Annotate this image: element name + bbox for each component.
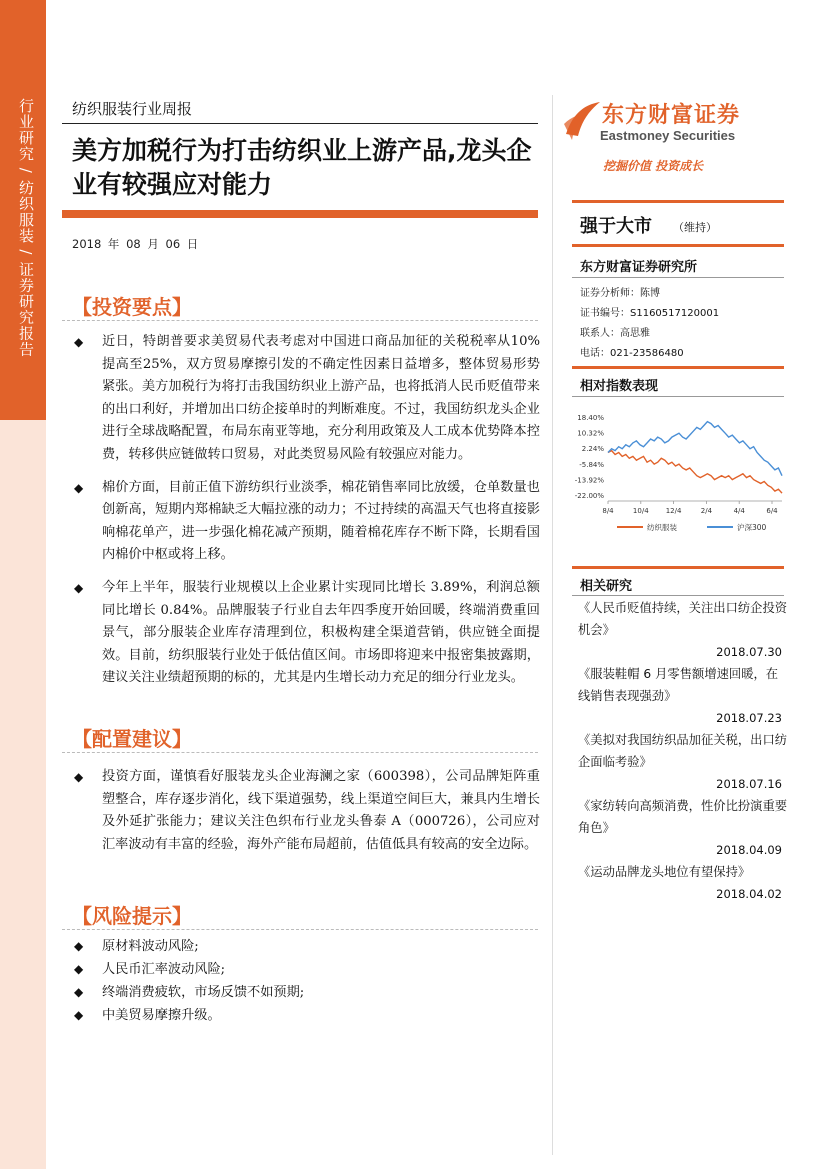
- side-banner-bottom: [0, 420, 46, 1169]
- series-line-1: [608, 422, 782, 476]
- list-item: ◆ 棉价方面，目前正值下游纺织行业淡季，棉花销售率同比放缓，仓单数量也创新高，短期内郑棉缺乏大幅拉涨的动力；不过持续的高温天气也将直接影响棉花单产，进一步强化棉花减产预期，随着棉花库存不断下降，长期看国内棉价中枢或将上移。: [72, 477, 540, 567]
- x-tick-label: 8/4: [602, 507, 614, 515]
- x-tick-label: 2/4: [700, 507, 713, 515]
- research-item[interactable]: 《家纺转向高频消费，性价比扮演重要角色》 2018.04.09: [578, 799, 788, 857]
- section-divider: [62, 752, 538, 753]
- y-tick-label: 18.40%: [577, 414, 604, 422]
- orange-divider: [572, 200, 784, 203]
- y-tick-label: -13.92%: [574, 476, 604, 485]
- section-heading-config: 【配置建议】: [72, 727, 192, 751]
- orange-divider: [572, 244, 784, 247]
- risk-list: [72, 935, 542, 1027]
- orange-divider: [572, 366, 784, 369]
- series-line-0: [608, 451, 782, 494]
- logo-mark-icon: [562, 100, 602, 144]
- company-logo: [562, 96, 762, 148]
- y-tick-label: 2.24%: [581, 445, 604, 454]
- list-item: ◆ 原材料波动风险;: [72, 935, 542, 958]
- x-tick-label: 10/4: [632, 507, 649, 515]
- phone: 电话：021-23586480: [580, 348, 684, 359]
- list-item: ◆ 投资方面，谨慎看好服装龙头企业海澜之家（600398），公司品牌矩阵重塑整合，库存逐步消化，线下渠道强势，线上渠道空间巨大，兼具内生增长及外延扩张能力；建议关注色织布行业龙头鲁泰 A（000726），公司应对汇率波动有丰富的经验，海外产能布局超前，估值低具有较高的安全边际。: [72, 766, 540, 856]
- list-item: ◆ 终端消费疲软，市场反馈不如预期;: [72, 981, 542, 1004]
- legend-label: 纺织服装: [647, 523, 677, 532]
- list-item: ◆ 中美贸易摩擦升级。: [72, 1004, 542, 1027]
- logo-text-cn: 东方财富证券: [602, 103, 741, 128]
- diamond-bullet-icon: ◆: [74, 962, 84, 976]
- column-divider: [552, 95, 553, 1155]
- research-item[interactable]: 《服装鞋帽 6 月零售额增速回暖，在线销售表现强劲》 2018.07.23: [578, 667, 782, 725]
- rating: 强于大市: [580, 216, 652, 237]
- list-item: ◆ 今年上半年，服装行业规模以上企业累计实现同比增长 3.89%，利润总额同比增长 0.84%。品牌服装子行业自去年四季度开始回暖，终端消费重回景气，部分服装企业库存清理到位，积极构建全渠道营销，供应链全面提效。目前，纺织服装行业处于低估值区间。市场即将迎来中报密集披露期，建议关注业绩超预期的标的，尤其是内生增长动力充足的细分行业龙头。: [72, 577, 540, 690]
- research-item[interactable]: 《美拟对我国纺织品加征关税，出口纺企面临考验》 2018.07.16: [578, 733, 788, 791]
- header-rule: [62, 123, 538, 124]
- research-rule: [572, 595, 784, 596]
- section-heading-invest: 【投资要点】: [72, 295, 192, 319]
- institute-name: 东方财富证券研究所: [580, 260, 698, 275]
- x-tick-label: 6/4: [766, 507, 778, 515]
- config-bullets: [72, 766, 540, 866]
- section-divider: [62, 929, 538, 930]
- section-divider: [62, 320, 538, 321]
- research-item[interactable]: 《运动品牌龙头地位有望保持》 2018.04.02: [578, 865, 782, 901]
- invest-bullets: [72, 331, 540, 700]
- chart-title: 相对指数表现: [580, 379, 659, 394]
- section-heading-risk: 【风险提示】: [72, 904, 192, 928]
- y-tick-label: 10.32%: [577, 429, 604, 438]
- diamond-bullet-icon: ◆: [74, 1008, 84, 1022]
- research-title: 相关研究: [580, 579, 633, 594]
- contact-person: 联系人：高思雅: [580, 328, 650, 339]
- report-category: 纺织服装行业周报: [72, 100, 193, 118]
- relative-index-chart: [572, 403, 787, 553]
- research-item[interactable]: 《人民币贬值持续，关注出口纺企投资机会》 2018.07.30: [578, 601, 788, 659]
- x-tick-label: 12/4: [665, 507, 682, 515]
- legend-label: 沪深300: [737, 523, 767, 532]
- orange-divider: [572, 566, 784, 569]
- rating-note: （维持）: [673, 221, 717, 234]
- diamond-bullet-icon: ◆: [74, 770, 84, 784]
- chart-svg: [572, 403, 787, 553]
- side-banner-text: 行业研究 / 纺织服装 / 证券研究报告: [17, 98, 35, 358]
- y-tick-label: -22.00%: [574, 492, 604, 500]
- list-item: ◆ 近日，特朗普要求美贸易代表考虑对中国进口商品加征的关税税率从10%提高至25%，双方贸易摩擦引发的不确定性因素日益增多，整体贸易形势紧张。美方加税行为将打击我国纺织业上游产品，也将抵消人民币贬值带来的出口利好，并增加出口纺企接单时的判断难度。不过，我国纺织龙头企业进行全球战略配置，布局东南亚等地，充分利用政策及人工成本优势降本控费，转移供应链做转口贸易，对此类贸易风险有较强应对能力。: [72, 331, 540, 467]
- side-banner: [0, 0, 46, 1169]
- diamond-bullet-icon: ◆: [74, 480, 84, 495]
- diamond-bullet-icon: ◆: [74, 985, 84, 999]
- y-tick-label: -5.84%: [579, 460, 604, 469]
- diamond-bullet-icon: ◆: [74, 939, 84, 953]
- cert-number: 证书编号：S1160517120001: [580, 308, 720, 319]
- related-research-list: [578, 597, 788, 905]
- diamond-bullet-icon: ◆: [74, 580, 84, 595]
- x-tick-label: 4/4: [733, 507, 745, 515]
- report-title: 美方加税行为打击纺织业上游产品,龙头企业有较强应对能力: [72, 136, 532, 199]
- logo-text-en: Eastmoney Securities: [600, 128, 736, 143]
- analyst: 证券分析师：陈博: [580, 288, 660, 299]
- institute-rule: [572, 277, 784, 278]
- diamond-bullet-icon: ◆: [74, 335, 84, 349]
- slogan: 挖掘价值 投资成长: [603, 159, 704, 173]
- chart-rule: [572, 396, 784, 397]
- list-item: ◆ 人民币汇率波动风险;: [72, 958, 542, 981]
- title-bar: [62, 210, 538, 218]
- report-date: 2018 年 08 月 06 日: [72, 237, 199, 251]
